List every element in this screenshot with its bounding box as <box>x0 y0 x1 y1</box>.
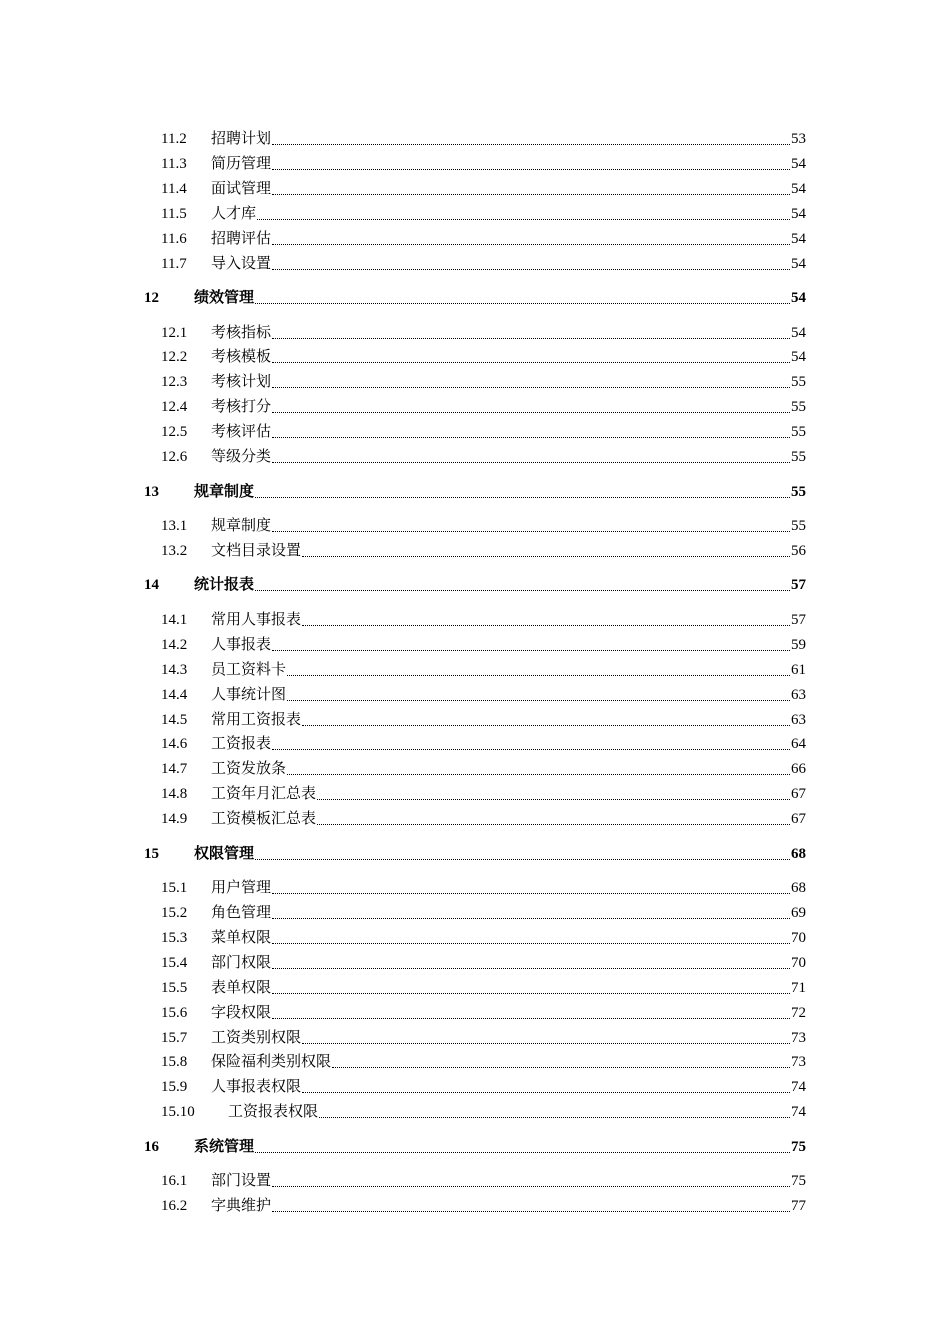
toc-dot-leader <box>272 1211 790 1212</box>
toc-dot-leader <box>272 968 790 969</box>
toc-entry-page-number: 53 <box>791 131 806 147</box>
toc-entry-page-number: 72 <box>791 1004 806 1021</box>
toc-entry-page-number: 54 <box>791 324 806 341</box>
toc-entry-number: 14.6 <box>161 736 188 753</box>
toc-dot-leader <box>272 462 790 463</box>
toc-entry-page-number: 54 <box>791 230 806 247</box>
toc-entry-title: 规章制度 <box>211 518 272 534</box>
toc-entry-page-number: 73 <box>791 1029 806 1046</box>
toc-entry-title: 工资发放条 <box>211 761 287 778</box>
toc-section-entry[interactable] <box>0 513 806 535</box>
toc-entry-title: 规章制度 <box>194 483 255 500</box>
toc-entry-page-number: 55 <box>791 449 806 465</box>
toc-entry-title: 人事统计图 <box>211 686 287 703</box>
toc-chapter-entry[interactable] <box>0 1134 806 1156</box>
toc-entry-number: 15.8 <box>161 1054 188 1071</box>
toc-dot-leader <box>287 700 790 701</box>
toc-entry-number: 15.10 <box>161 1104 195 1121</box>
toc-entry-page-number: 54 <box>791 155 806 172</box>
toc-entry-number: 15 <box>144 845 159 862</box>
toc-entry-title: 考核模板 <box>211 349 272 366</box>
toc-entry-title: 工资报表权限 <box>228 1104 319 1121</box>
toc-entry-title: 招聘计划 <box>211 131 272 147</box>
toc-section-entry[interactable] <box>0 538 806 560</box>
toc-dot-leader <box>272 531 790 532</box>
toc-entry-page-number: 55 <box>791 399 806 416</box>
toc-dot-leader <box>272 993 790 994</box>
toc-dot-leader <box>272 1186 790 1187</box>
toc-entry-number: 12.3 <box>161 374 188 391</box>
toc-dot-leader <box>272 387 790 388</box>
toc-entry-page-number: 71 <box>791 979 806 996</box>
toc-entry-number: 15.4 <box>161 954 188 971</box>
toc-dot-leader <box>302 1092 790 1093</box>
toc-dot-leader <box>272 749 790 750</box>
toc-entry-title: 导入设置 <box>211 255 272 272</box>
toc-entry-page-number: 57 <box>791 577 806 594</box>
toc-entry-page-number: 55 <box>791 424 806 441</box>
toc-entry-title: 菜单权限 <box>211 929 272 946</box>
toc-entry-number: 12.5 <box>161 424 188 441</box>
toc-dot-leader <box>332 1067 790 1068</box>
toc-entry-number: 12 <box>144 290 159 306</box>
toc-section-entry[interactable] <box>0 1000 806 1022</box>
toc-entry-title: 用户管理 <box>211 880 272 897</box>
toc-entry-title: 考核指标 <box>211 324 272 341</box>
toc-dot-leader <box>272 412 790 413</box>
toc-entry-number: 13.2 <box>161 542 188 559</box>
toc-entry-title: 工资模板汇总表 <box>211 811 317 828</box>
toc-entry-number: 13 <box>144 483 159 500</box>
toc-entry-title: 文档目录设置 <box>211 542 302 559</box>
toc-entry-number: 14.5 <box>161 711 188 728</box>
toc-entry-number: 16.1 <box>161 1173 188 1190</box>
toc-entry-title: 保险福利类别权限 <box>211 1054 332 1071</box>
toc-entry-number: 15.9 <box>161 1079 188 1096</box>
toc-entry-number: 15.7 <box>161 1029 188 1046</box>
toc-entry-number: 15.6 <box>161 1004 188 1021</box>
toc-entry-title: 工资报表 <box>211 736 272 753</box>
toc-section-entry[interactable] <box>0 950 806 972</box>
toc-entry-page-number: 54 <box>791 205 806 222</box>
toc-section-entry[interactable] <box>0 731 806 753</box>
toc-entry-number: 13.1 <box>161 518 188 534</box>
toc-chapter-entry[interactable] <box>0 841 806 863</box>
toc-section-entry[interactable] <box>0 251 806 273</box>
toc-entry-page-number: 74 <box>791 1079 806 1096</box>
toc-section-entry[interactable] <box>0 1193 806 1215</box>
toc-dot-leader <box>302 625 790 626</box>
toc-entry-number: 14.1 <box>161 611 188 628</box>
toc-entry-number: 11.3 <box>161 155 187 172</box>
toc-entry-title: 工资年月汇总表 <box>211 786 317 803</box>
toc-dot-leader <box>317 799 790 800</box>
toc-chapter-entry[interactable] <box>0 479 806 501</box>
toc-entry-number: 15.2 <box>161 905 188 921</box>
toc-entry-page-number: 55 <box>791 483 806 500</box>
toc-entry-number: 14 <box>144 577 159 594</box>
toc-entry-page-number: 61 <box>791 661 806 678</box>
toc-dot-leader <box>272 918 790 919</box>
toc-entry-page-number: 54 <box>791 255 806 272</box>
toc-section-entry[interactable] <box>0 682 806 704</box>
toc-section-entry[interactable] <box>0 657 806 679</box>
toc-entry-title: 工资类别权限 <box>211 1029 302 1046</box>
toc-section-entry[interactable] <box>0 1025 806 1047</box>
toc-entry-title: 考核评估 <box>211 424 272 441</box>
toc-entry-title: 表单权限 <box>211 979 272 996</box>
toc-entry-page-number: 54 <box>791 290 806 306</box>
toc-section-entry[interactable] <box>0 900 806 922</box>
toc-entry-title: 考核计划 <box>211 374 272 391</box>
toc-dot-leader <box>255 497 790 498</box>
toc-entry-number: 14.2 <box>161 636 188 653</box>
toc-entry-title: 系统管理 <box>194 1138 255 1155</box>
toc-dot-leader <box>272 943 790 944</box>
toc-entry-title: 人事报表权限 <box>211 1079 302 1096</box>
toc-entry-title: 常用工资报表 <box>211 711 302 728</box>
toc-entry-page-number: 73 <box>791 1054 806 1071</box>
toc-entry-title: 部门设置 <box>211 1173 272 1190</box>
toc-dot-leader <box>255 303 790 304</box>
toc-dot-leader <box>287 774 790 775</box>
toc-section-entry[interactable] <box>0 419 806 441</box>
toc-entry-title: 面试管理 <box>211 180 272 197</box>
toc-entry-title: 统计报表 <box>194 577 255 594</box>
toc-section-entry[interactable] <box>0 344 806 366</box>
toc-entry-title: 等级分类 <box>211 449 272 465</box>
toc-dot-leader <box>302 556 790 557</box>
toc-entry-title: 部门权限 <box>211 954 272 971</box>
toc-entry-title: 考核打分 <box>211 399 272 416</box>
toc-entry-page-number: 67 <box>791 811 806 828</box>
toc-entry-title: 角色管理 <box>211 905 272 921</box>
toc-entry-page-number: 74 <box>791 1104 806 1121</box>
toc-dot-leader <box>272 169 790 170</box>
toc-entry-number: 11.7 <box>161 255 187 272</box>
toc-entry-title: 员工资料卡 <box>211 661 287 678</box>
toc-section-entry[interactable] <box>0 1049 806 1071</box>
toc-entry-number: 12.2 <box>161 349 188 366</box>
toc-dot-leader <box>272 244 790 245</box>
toc-entry-page-number: 68 <box>791 880 806 897</box>
toc-entry-number: 12.6 <box>161 449 188 465</box>
toc-entry-number: 15.5 <box>161 979 188 996</box>
toc-entry-number: 16 <box>144 1138 159 1155</box>
toc-section-entry[interactable] <box>0 806 806 828</box>
toc-dot-leader <box>272 338 790 339</box>
toc-section-entry[interactable] <box>0 369 806 391</box>
toc-entry-title: 人才库 <box>211 205 257 222</box>
toc-dot-leader <box>272 144 790 145</box>
toc-dot-leader <box>257 219 790 220</box>
toc-entry-title: 招聘评估 <box>211 230 272 247</box>
toc-section-entry[interactable] <box>0 151 806 173</box>
toc-dot-leader <box>272 893 790 894</box>
toc-dot-leader <box>272 437 790 438</box>
toc-section-entry[interactable] <box>0 756 806 778</box>
toc-section-entry[interactable] <box>0 444 806 466</box>
toc-dot-leader <box>255 590 790 591</box>
toc-chapter-entry[interactable] <box>0 285 806 307</box>
toc-entry-number: 16.2 <box>161 1198 188 1215</box>
toc-entry-page-number: 77 <box>791 1198 806 1215</box>
toc-entry-title: 权限管理 <box>194 845 255 862</box>
toc-entry-number: 15.1 <box>161 880 188 897</box>
toc-entry-page-number: 54 <box>791 349 806 366</box>
toc-entry-title: 字典维护 <box>211 1198 272 1215</box>
toc-entry-page-number: 59 <box>791 636 806 653</box>
toc-entry-title: 人事报表 <box>211 636 272 653</box>
toc-dot-leader <box>255 1152 790 1153</box>
toc-entry-page-number: 75 <box>791 1138 806 1155</box>
toc-entry-title: 简历管理 <box>211 155 272 172</box>
toc-dot-leader <box>302 725 790 726</box>
toc-dot-leader <box>272 194 790 195</box>
toc-entry-number: 14.3 <box>161 661 188 678</box>
toc-entry-number: 14.4 <box>161 686 188 703</box>
toc-section-entry[interactable] <box>0 781 806 803</box>
toc-entry-page-number: 70 <box>791 954 806 971</box>
toc-dot-leader <box>255 859 790 860</box>
toc-entry-page-number: 64 <box>791 736 806 753</box>
toc-section-entry[interactable] <box>0 607 806 629</box>
toc-section-entry[interactable] <box>0 226 806 248</box>
toc-section-entry[interactable] <box>0 1074 806 1096</box>
toc-entry-page-number: 55 <box>791 374 806 391</box>
toc-entry-page-number: 63 <box>791 711 806 728</box>
toc-entry-number: 11.6 <box>161 230 187 247</box>
toc-dot-leader <box>287 675 790 676</box>
toc-entry-page-number: 63 <box>791 686 806 703</box>
toc-entry-page-number: 55 <box>791 518 806 534</box>
toc-entry-number: 12.1 <box>161 324 188 341</box>
toc-dot-leader <box>272 1018 790 1019</box>
toc-entry-number: 11.2 <box>161 131 187 147</box>
toc-section-entry[interactable] <box>0 975 806 997</box>
toc-dot-leader <box>319 1117 790 1118</box>
toc-dot-leader <box>272 269 790 270</box>
toc-entry-page-number: 57 <box>791 611 806 628</box>
toc-entry-number: 11.4 <box>161 180 187 197</box>
toc-section-entry[interactable] <box>0 925 806 947</box>
toc-section-entry[interactable] <box>0 126 806 148</box>
toc-section-entry[interactable] <box>0 176 806 198</box>
toc-entry-number: 12.4 <box>161 399 188 416</box>
toc-dot-leader <box>272 362 790 363</box>
toc-section-entry[interactable] <box>0 320 806 342</box>
toc-section-entry[interactable] <box>0 707 806 729</box>
toc-entry-title: 绩效管理 <box>194 290 255 306</box>
toc-entry-title: 常用人事报表 <box>211 611 302 628</box>
toc-dot-leader <box>317 824 790 825</box>
toc-entry-page-number: 56 <box>791 542 806 559</box>
toc-entry-number: 14.9 <box>161 811 188 828</box>
toc-section-entry[interactable] <box>0 1168 806 1190</box>
toc-entry-page-number: 66 <box>791 761 806 778</box>
toc-entry-page-number: 54 <box>791 180 806 197</box>
toc-dot-leader <box>302 1043 790 1044</box>
toc-entry-number: 14.8 <box>161 786 188 803</box>
toc-entry-page-number: 70 <box>791 929 806 946</box>
toc-entry-page-number: 67 <box>791 786 806 803</box>
toc-section-entry[interactable] <box>0 875 806 897</box>
toc-entry-number: 14.7 <box>161 761 188 778</box>
toc-entry-page-number: 69 <box>791 905 806 921</box>
toc-section-entry[interactable] <box>0 1099 806 1121</box>
toc-section-entry[interactable] <box>0 201 806 223</box>
toc-entry-number: 11.5 <box>161 205 187 222</box>
toc-dot-leader <box>272 650 790 651</box>
toc-section-entry[interactable] <box>0 394 806 416</box>
toc-entry-page-number: 68 <box>791 845 806 862</box>
toc-entry-page-number: 75 <box>791 1173 806 1190</box>
toc-section-entry[interactable] <box>0 632 806 654</box>
toc-entry-title: 字段权限 <box>211 1004 272 1021</box>
toc-entry-number: 15.3 <box>161 929 188 946</box>
toc-chapter-entry[interactable] <box>0 572 806 594</box>
